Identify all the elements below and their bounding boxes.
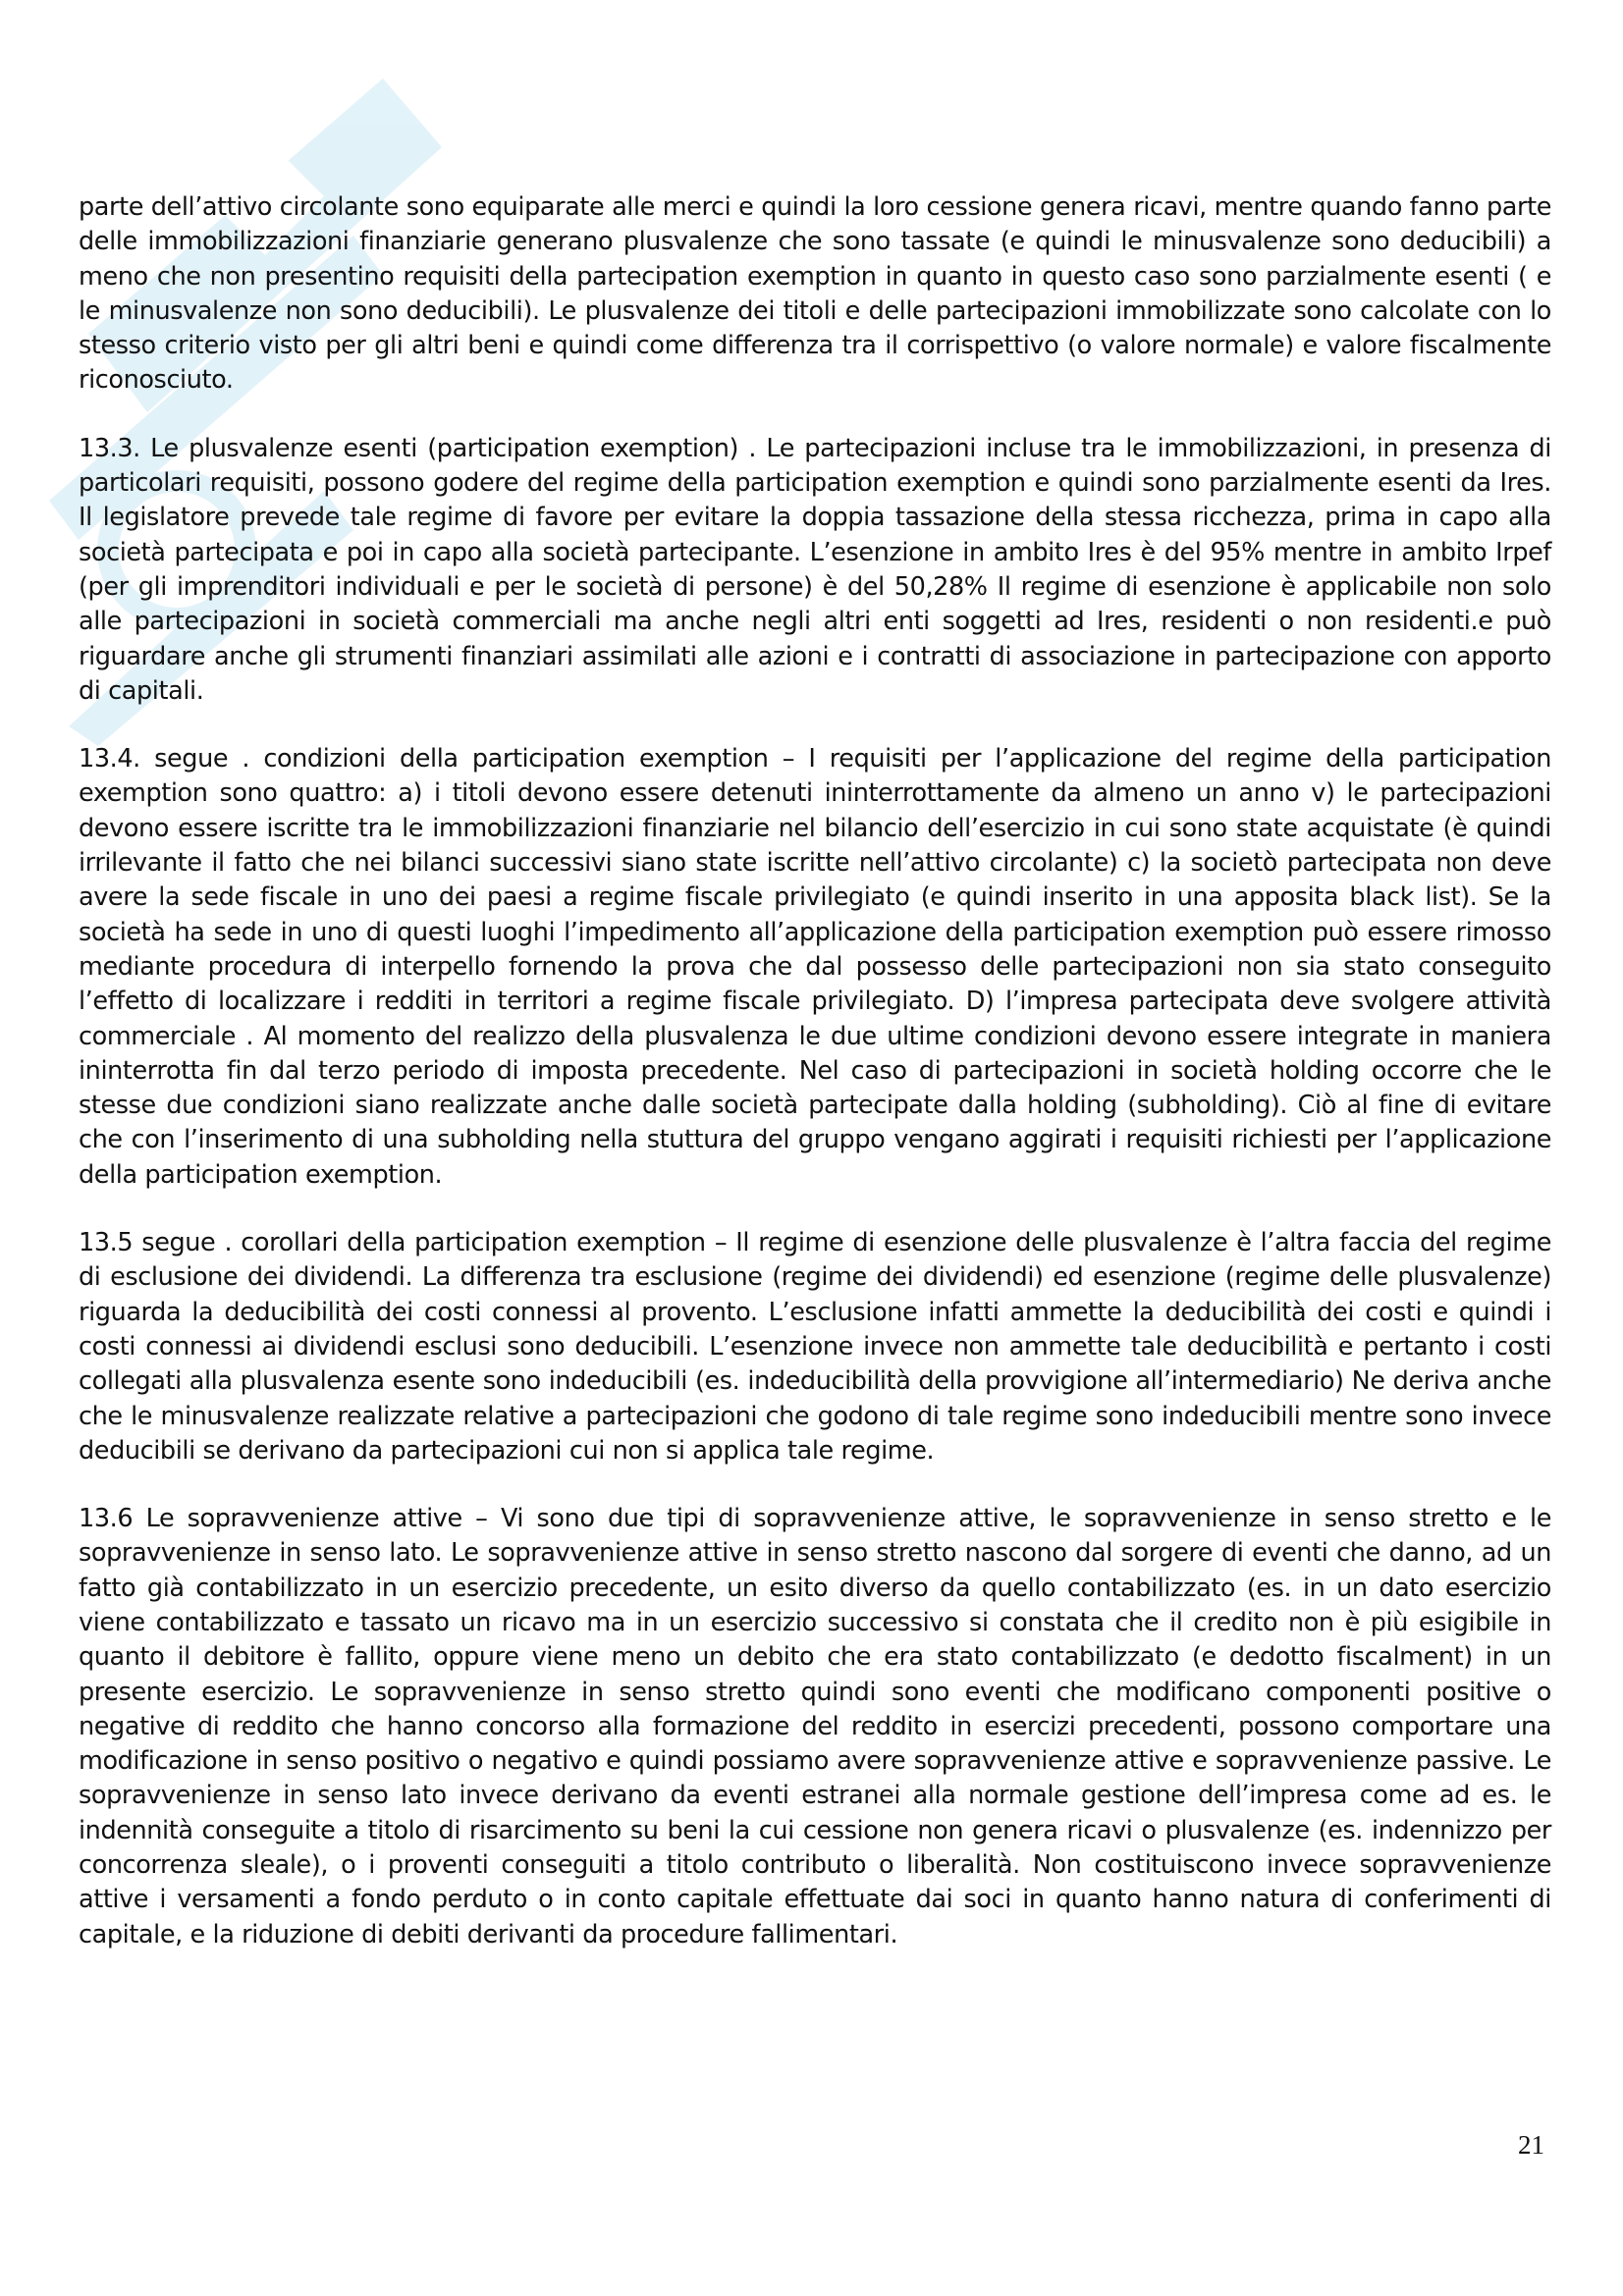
paragraph-13-6: 13.6 Le sopravvenienze attive – Vi sono due tipi di sopravvenienze attive, le sopravvenienze in senso stretto e le sopravvenienze in senso lato. Le sopravvenienze attive in senso stretto nascono dal sorgere di eventi che danno, ad un fatto già contabilizzato in un esercizio precedente, un esito diverso da quello contabilizzato (es. in un dato esercizio viene contabilizzato e tassato un ricavo ma in un esercizio successivo si constata che il credito non è più esigibile in quanto il debitore è fallito, oppure viene meno un debito che era stato contabilizzato (e dedotto fiscalment) in un presente esercizio. Le sopravvenienze in senso stretto quindi sono eventi che modificano componenti positive o negative di reddito che hanno concorso alla formazione del reddito in esercizi precedenti, possono comportare una modificazione in senso positivo o negativo e quindi possiamo avere sopravvenienze attive e sopravvenienze passive. Le sopravvenienze in senso lato invece derivano da eventi estranei alla normale gestione dell’impresa come ad es. le indennità conseguite a titolo di risarcimento su beni la cui cessione non genera ricavi o plusvalenze (es. indennizzo per concorrenza sleale), o i proventi conseguiti a titolo contributo o liberalità. Non costituiscono invece sopravvenienze attive i versamenti a fondo perduto o in conto capitale effettuate dai soci in quanto hanno natura di conferimenti di capitale, e la riduzione di debiti derivanti da procedure fallimentari.: [79, 1504, 1551, 1949]
page-content: [79, 190, 1551, 1986]
page-number: 21: [1518, 2130, 1544, 2160]
paragraph-13-4: 13.4. segue . condizioni della participation exemption – I requisiti per l’applicazione del regime della participation exemption sono quattro: a) i titoli devono essere detenuti ininterrottamente da almeno un anno v) le partecipazioni devono essere iscritte tra le immobilizzazioni finanziarie nel bilancio dell’esercizio in cui sono state acquistate (è quindi irrilevante il fatto che nei bilanci successivi siano state iscritte nell’attivo circolante) c) la societò partecipata non deve avere la sede fiscale in uno dei paesi a regime fiscale privilegiato (e quindi inserito in una apposita black list). Se la società ha sede in uno di questi luoghi l’impedimento all’applicazione della participation exemption può essere rimosso mediante procedura di interpello fornendo la prova che dal possesso delle partecipazioni non sia stato conseguito l’effetto di localizzare i redditi in territori a regime fiscale privilegiato. D) l’impresa partecipata deve svolgere attività commerciale . Al momento del realizzo della plusvalenza le due ultime condizioni devono essere integrate in maniera ininterrotta fin dal terzo periodo di imposta precedente. Nel caso di partecipazioni in società holding occorre che le stesse due condizioni siano realizzate anche dalle società partecipate dalla holding (subholding). Ciò al fine di evitare che con l’inserimento di una subholding nella stuttura del gruppo vengano aggirati i requisiti richiesti per l’applicazione della participation exemption.: [79, 744, 1551, 1190]
paragraph-intro: parte dell’attivo circolante sono equiparate alle merci e quindi la loro cessione genera ricavi, mentre quando fanno parte delle immobilizzazioni finanziarie generano plusvalenze che sono tassate (e quindi le minusvalenze sono deducibili) a meno che non presentino requisiti della partecipation exemption in quanto in questo caso sono parzialmente esenti ( e le minusvalenze non sono deducibili). Le plusvalenze dei titoli e delle partecipazioni immobilizzate sono calcolate con lo stesso criterio visto per gli altri beni e quindi come differenza tra il corrispettivo (o valore normale) e valore fiscalmente riconosciuto.: [79, 192, 1551, 396]
paragraph-13-5: 13.5 segue . corollari della participation exemption – Il regime di esenzione delle plusvalenze è l’altra faccia del regime di esclusione dei dividendi. La differenza tra esclusione (regime dei dividendi) ed esenzione (regime delle plusvalenze) riguarda la deducibilità dei costi connessi al provento. L’esclusione infatti ammette la deducibilità dei costi e quindi i costi connessi ai dividendi esclusi sono deducibili. L’esenzione invece non ammette tale deducibilità e pertanto i costi collegati alla plusvalenza esente sono indeducibili (es. indeducibilità della provvigione all’intermediario) Ne deriva anche che le minusvalenze realizzate relative a partecipazioni che godono di tale regime sono indeducibili mentre sono invece deducibili se derivano da partecipazioni cui non si applica tale regime.: [79, 1228, 1551, 1466]
paragraph-13-3: 13.3. Le plusvalenze esenti (participation exemption) . Le partecipazioni incluse tra le immobilizzazioni, in presenza di particolari requisiti, possono godere del regime della participation exemption e quindi sono parzialmente esenti da Ires. Il legislatore prevede tale regime di favore per evitare la doppia tassazione della stessa ricchezza, prima in capo alla società partecipata e poi in capo alla società partecipante. L’esenzione in ambito Ires è del 95% mentre in ambito Irpef (per gli imprenditori individuali e per le società di persone) è del 50,28% Il regime di esenzione è applicabile non solo alle partecipazioni in società commerciali ma anche negli altri enti soggetti ad Ires, residenti o non residenti.e può riguardare anche gli strumenti finanziari assimilati alle azioni e i contratti di associazione in partecipazione con apporto di capitali.: [79, 433, 1551, 706]
